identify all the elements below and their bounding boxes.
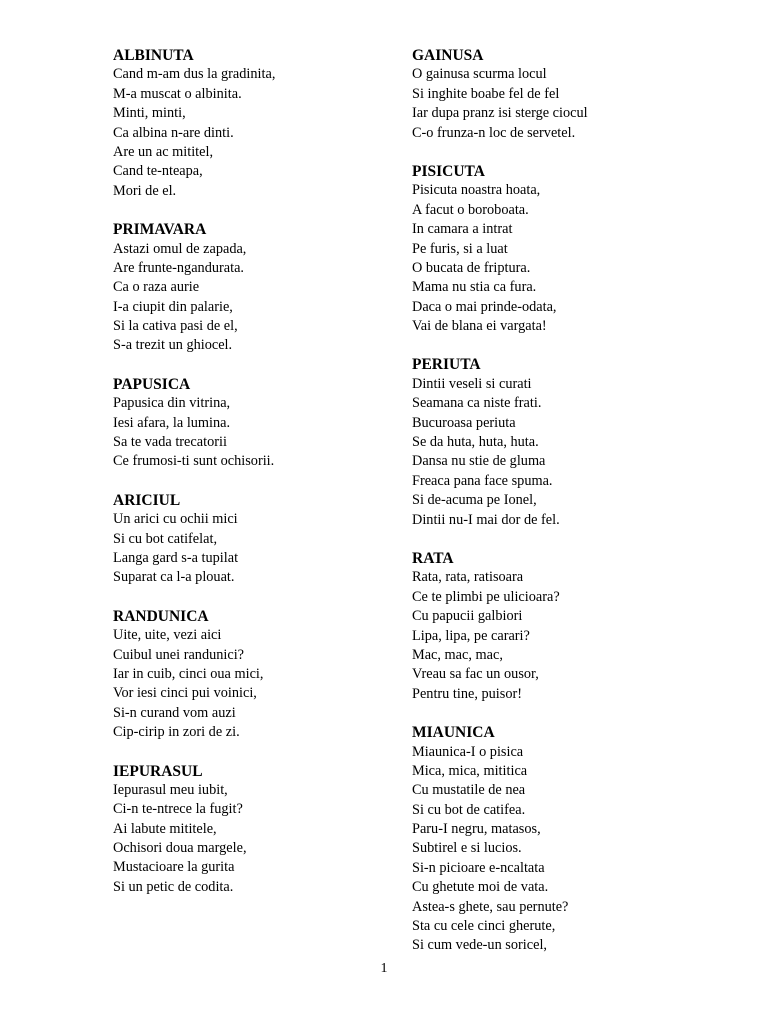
poem-line: Pe furis, si a luat [412, 240, 508, 257]
poem-line: Ca albina n-are dinti. [113, 124, 234, 141]
poem-line: Pentru tine, puisor! [412, 685, 522, 702]
poem-line: Cip-cirip in zori de zi. [113, 724, 240, 741]
poem-block [113, 220, 383, 356]
poem-line: Si cu bot catifelat, [113, 530, 218, 547]
left-column [113, 46, 383, 916]
poem-line: O bucata de friptura. [412, 259, 531, 276]
poem-line: Si cu bot de catifea. [412, 801, 526, 818]
poem-line: Freaca pana face spuma. [412, 472, 553, 489]
poem-line: Ochisori doua margele, [113, 840, 247, 857]
poem-line: Dintii veseli si curati [412, 375, 532, 392]
poem-line: Si la cativa pasi de el, [113, 318, 238, 335]
poem-line: Cu ghetute moi de vata. [412, 879, 549, 896]
poem-title: ALBINUTA [113, 47, 194, 64]
poem-line: Rata, rata, ratisoara [412, 569, 524, 586]
poem-line: Uite, uite, vezi aici [113, 627, 222, 644]
poem-line: Are frunte-ngandurata. [113, 259, 244, 276]
poem-line: Minti, minti, [113, 105, 186, 122]
poem-line: In camara a intrat [412, 221, 513, 238]
poem-line: Mica, mica, mititica [412, 762, 528, 779]
poem-line: Iar in cuib, cinci oua mici, [113, 665, 264, 682]
poem-title: GAINUSA [412, 47, 484, 64]
poem-line: Mac, mac, mac, [412, 646, 503, 663]
poem-block [412, 162, 732, 337]
poem-line: Dintii nu-I mai dor de fel. [412, 511, 560, 528]
poem-line: Si-n picioare e-ncaltata [412, 859, 545, 876]
poem-line: Suparat ca l-a plouat. [113, 569, 235, 586]
poem-line: Iesi afara, la lumina. [113, 414, 231, 431]
poem-line: M-a muscat o albinita. [113, 85, 242, 102]
poem-block [113, 762, 383, 898]
poem-line: Cu papucii galbiori [412, 608, 523, 625]
poem-line: Si un petic de codita. [113, 878, 234, 895]
poem-line: Lipa, lipa, pe carari? [412, 627, 530, 644]
poem-line: O gainusa scurma locul [412, 66, 547, 83]
poem-line: Mama nu stia ca fura. [412, 279, 537, 296]
poem-line: Ce frumosi-ti sunt ochisorii. [113, 453, 275, 470]
poem-line: Vreau sa fac un ousor, [412, 666, 539, 683]
poem-line: Are un ac mititel, [113, 143, 214, 160]
poem-block [412, 46, 732, 143]
poem-line: Sa te vada trecatorii [113, 434, 227, 451]
poem-line: Astea-s ghete, sau pernute? [412, 898, 569, 915]
poem-title: PERIUTA [412, 356, 481, 374]
poem-line: S-a trezit un ghiocel. [113, 337, 233, 354]
poem-line: Ai labute mititele, [113, 820, 217, 837]
poem-block [113, 491, 383, 588]
poem-line: A facut o boroboata. [412, 201, 529, 218]
poem-line: Miaunica-I o pisica [412, 743, 524, 760]
poem-line: Astazi omul de zapada, [113, 240, 247, 257]
poem-line: Ca o raza aurie [113, 279, 200, 296]
poem-line: Ci-n te-ntrece la fugit? [113, 801, 243, 818]
poem-block [412, 549, 732, 704]
poem-title: RATA [412, 549, 454, 567]
poem-line: Cand te-nteapa, [113, 163, 203, 180]
poem-line: C-o frunza-n loc de servetel. [412, 124, 576, 141]
poem-title: MIAUNICA [412, 724, 495, 742]
poem-line: Paru-I negru, matasos, [412, 821, 541, 838]
poem-block [113, 375, 383, 472]
poem-line: Pisicuta noastra hoata, [412, 182, 541, 199]
poem-line: Si de-acuma pe Ionel, [412, 492, 537, 509]
poem-line: Sta cu cele cinci gherute, [412, 918, 556, 935]
poem-line: Se da huta, huta, huta. [412, 434, 539, 451]
poem-line: Mori de el. [113, 182, 177, 199]
poem-block [412, 355, 732, 530]
poem-line: Iar dupa pranz isi sterge ciocul [412, 105, 588, 122]
poem-line: I-a ciupit din palarie, [113, 298, 233, 315]
poem-line: Cand m-am dus la gradinita, [113, 66, 276, 83]
poem-line: Mustacioare la gurita [113, 859, 235, 876]
poem-line: Si cum vede-un soricel, [412, 937, 547, 954]
poem-line: Subtirel e si lucios. [412, 840, 522, 857]
poem-block [113, 607, 383, 743]
poem-line: Dansa nu stie de gluma [412, 453, 546, 470]
poem-line: Si inghite boabe fel de fel [412, 85, 560, 102]
poem-line: Daca o mai prinde-odata, [412, 298, 557, 315]
poem-line: Papusica din vitrina, [113, 395, 231, 412]
poem-block [412, 723, 732, 956]
poem-title: IEPURASUL [113, 762, 203, 780]
poem-line: Bucuroasa periuta [412, 414, 516, 431]
poem-line: Seamana ca niste frati. [412, 395, 542, 412]
right-column [412, 46, 732, 975]
poem-title: PRIMAVARA [113, 221, 207, 239]
page-number: 1 [380, 961, 388, 976]
poem-block [113, 46, 383, 201]
poem-line: Cu mustatile de nea [412, 782, 526, 799]
poem-title: PISICUTA [412, 162, 485, 180]
poem-line: Cuibul unei randunici? [113, 646, 245, 663]
poem-line: Un arici cu ochii mici [113, 511, 238, 528]
poem-line: Ce te plimbi pe ulicioara? [412, 588, 560, 605]
poem-line: Langa gard s-a tupilat [113, 549, 239, 566]
poem-title: RANDUNICA [113, 607, 209, 625]
poem-line: Si-n curand vom auzi [113, 704, 236, 721]
poem-title: ARICIUL [113, 491, 181, 509]
poem-line: Vor iesi cinci pui voinici, [113, 685, 257, 702]
poem-line: Vai de blana ei vargata! [412, 318, 547, 335]
poem-line: Iepurasul meu iubit, [113, 781, 228, 798]
poem-title: PAPUSICA [113, 375, 191, 393]
